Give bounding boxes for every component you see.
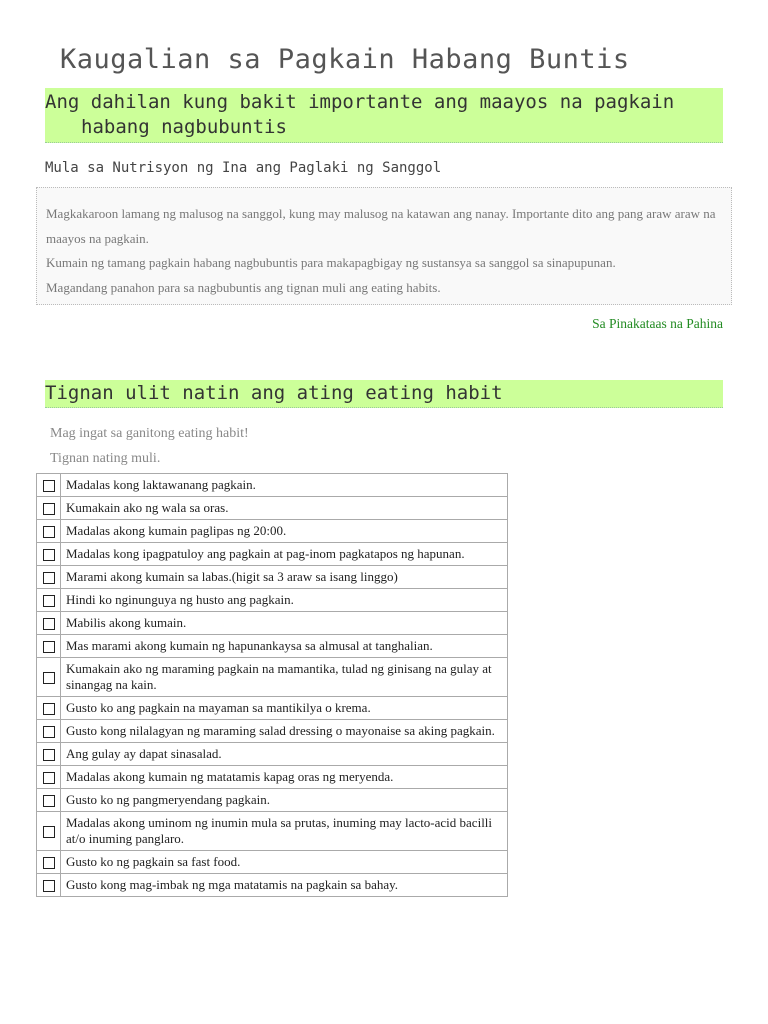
info-paragraph: Magkakaroon lamang ng malusog na sanggol, kung may malusog na katawan ang nanay. Importante dito ang pang araw araw na maayos na pagkain.: [46, 206, 716, 246]
checklist-item-text: Kumakain ako ng wala sa oras.: [61, 497, 508, 520]
checkbox[interactable]: [43, 795, 55, 807]
checklist-row: [37, 658, 508, 697]
checklist-row: [37, 720, 508, 743]
checklist-row: [37, 566, 508, 589]
checkbox[interactable]: [43, 641, 55, 653]
info-box: [36, 187, 732, 305]
info-paragraph: Kumain ng tamang pagkain habang nagbubuntis para makapagbigay ng sustansya sa sanggol sa sinapupunan.: [46, 255, 616, 271]
checklist-row: [37, 497, 508, 520]
checklist-row: [37, 743, 508, 766]
checklist-row: [37, 635, 508, 658]
checkbox-cell: [37, 497, 61, 520]
checkbox[interactable]: [43, 772, 55, 784]
checkbox-cell: [37, 789, 61, 812]
checklist-row: [37, 812, 508, 851]
checklist-row: [37, 874, 508, 897]
checklist-item-text: Gusto kong nilalagyan ng maraming salad dressing o mayonaise sa aking pagkain.: [61, 720, 508, 743]
checkbox[interactable]: [43, 703, 55, 715]
checklist-item-text: Gusto ko ang pagkain na mayaman sa mantikilya o krema.: [61, 697, 508, 720]
checkbox-cell: [37, 520, 61, 543]
checklist-row: [37, 520, 508, 543]
checklist-row: [37, 697, 508, 720]
page-title: Kaugalian sa Pagkain Habang Buntis: [60, 44, 630, 75]
intro-instruction: Tignan nating muli.: [50, 451, 161, 466]
checklist-item-text: Madalas akong kumain paglipas ng 20:00.: [61, 520, 508, 543]
checklist-item-text: Ang gulay ay dapat sinasalad.: [61, 743, 508, 766]
checkbox[interactable]: [43, 880, 55, 892]
checklist-item-text: Madalas akong uminom ng inumin mula sa prutas, inuming may lacto-acid bacilli at/o inuming panglaro.: [61, 812, 508, 851]
checklist-item-text: Gusto ko ng pagkain sa fast food.: [61, 851, 508, 874]
checklist-row: [37, 612, 508, 635]
section-heading-eating-habit: Tignan ulit natin ang ating eating habit: [45, 380, 723, 408]
checklist-row: [37, 474, 508, 497]
checklist-row: [37, 851, 508, 874]
checklist-item-text: Mabilis akong kumain.: [61, 612, 508, 635]
section-heading-line2: habang nagbubuntis: [81, 116, 287, 138]
checkbox[interactable]: [43, 526, 55, 538]
checkbox-cell: [37, 566, 61, 589]
checklist-item-text: Marami akong kumain sa labas.(higit sa 3 araw sa isang linggo): [61, 566, 508, 589]
checkbox-cell: [37, 543, 61, 566]
checkbox-cell: [37, 474, 61, 497]
habit-checklist: [36, 473, 508, 897]
checkbox[interactable]: [43, 672, 55, 684]
checklist-item-text: Madalas kong ipagpatuloy ang pagkain at pag-inom pagkatapos ng hapunan.: [61, 543, 508, 566]
checklist-item-text: Hindi ko nginunguya ng husto ang pagkain.: [61, 589, 508, 612]
checklist-item-text: Mas marami akong kumain ng hapunankaysa sa almusal at tanghalian.: [61, 635, 508, 658]
checkbox[interactable]: [43, 549, 55, 561]
checkbox-cell: [37, 812, 61, 851]
checkbox-cell: [37, 720, 61, 743]
checklist-row: [37, 766, 508, 789]
checkbox-cell: [37, 635, 61, 658]
checkbox-cell: [37, 612, 61, 635]
info-paragraph: Magandang panahon para sa nagbubuntis ang tignan muli ang eating habits.: [46, 279, 441, 295]
checkbox[interactable]: [43, 572, 55, 584]
checkbox[interactable]: [43, 826, 55, 838]
checklist-item-text: Gusto kong mag-imbak ng mga matatamis na pagkain sa bahay.: [61, 874, 508, 897]
checklist-row: [37, 543, 508, 566]
checkbox[interactable]: [43, 749, 55, 761]
intro-warning: Mag ingat sa ganitong eating habit!: [50, 426, 249, 441]
checkbox[interactable]: [43, 480, 55, 492]
checkbox-cell: [37, 589, 61, 612]
section-heading-importance: [45, 88, 723, 143]
checkbox-cell: [37, 874, 61, 897]
checkbox[interactable]: [43, 595, 55, 607]
checkbox[interactable]: [43, 857, 55, 869]
subheading: Mula sa Nutrisyon ng Ina ang Paglaki ng Sanggol: [45, 160, 442, 176]
checkbox-cell: [37, 851, 61, 874]
checklist-item-text: Madalas kong laktawanang pagkain.: [61, 474, 508, 497]
checkbox[interactable]: [43, 503, 55, 515]
checklist-row: [37, 589, 508, 612]
checkbox-cell: [37, 658, 61, 697]
back-to-top-link[interactable]: Sa Pinakataas na Pahina: [592, 316, 723, 331]
checklist-item-text: Kumakain ako ng maraming pagkain na mamantika, tulad ng ginisang na gulay at sinangag na kain.: [61, 658, 508, 697]
checkbox-cell: [37, 766, 61, 789]
checkbox[interactable]: [43, 726, 55, 738]
section-heading-line1: Ang dahilan kung bakit importante ang maayos na pagkain: [45, 91, 675, 113]
checklist-row: [37, 789, 508, 812]
checkbox-cell: [37, 697, 61, 720]
checkbox-cell: [37, 743, 61, 766]
checklist-item-text: Madalas akong kumain ng matatamis kapag oras ng meryenda.: [61, 766, 508, 789]
checkbox[interactable]: [43, 618, 55, 630]
checklist-item-text: Gusto ko ng pangmeryendang pagkain.: [61, 789, 508, 812]
